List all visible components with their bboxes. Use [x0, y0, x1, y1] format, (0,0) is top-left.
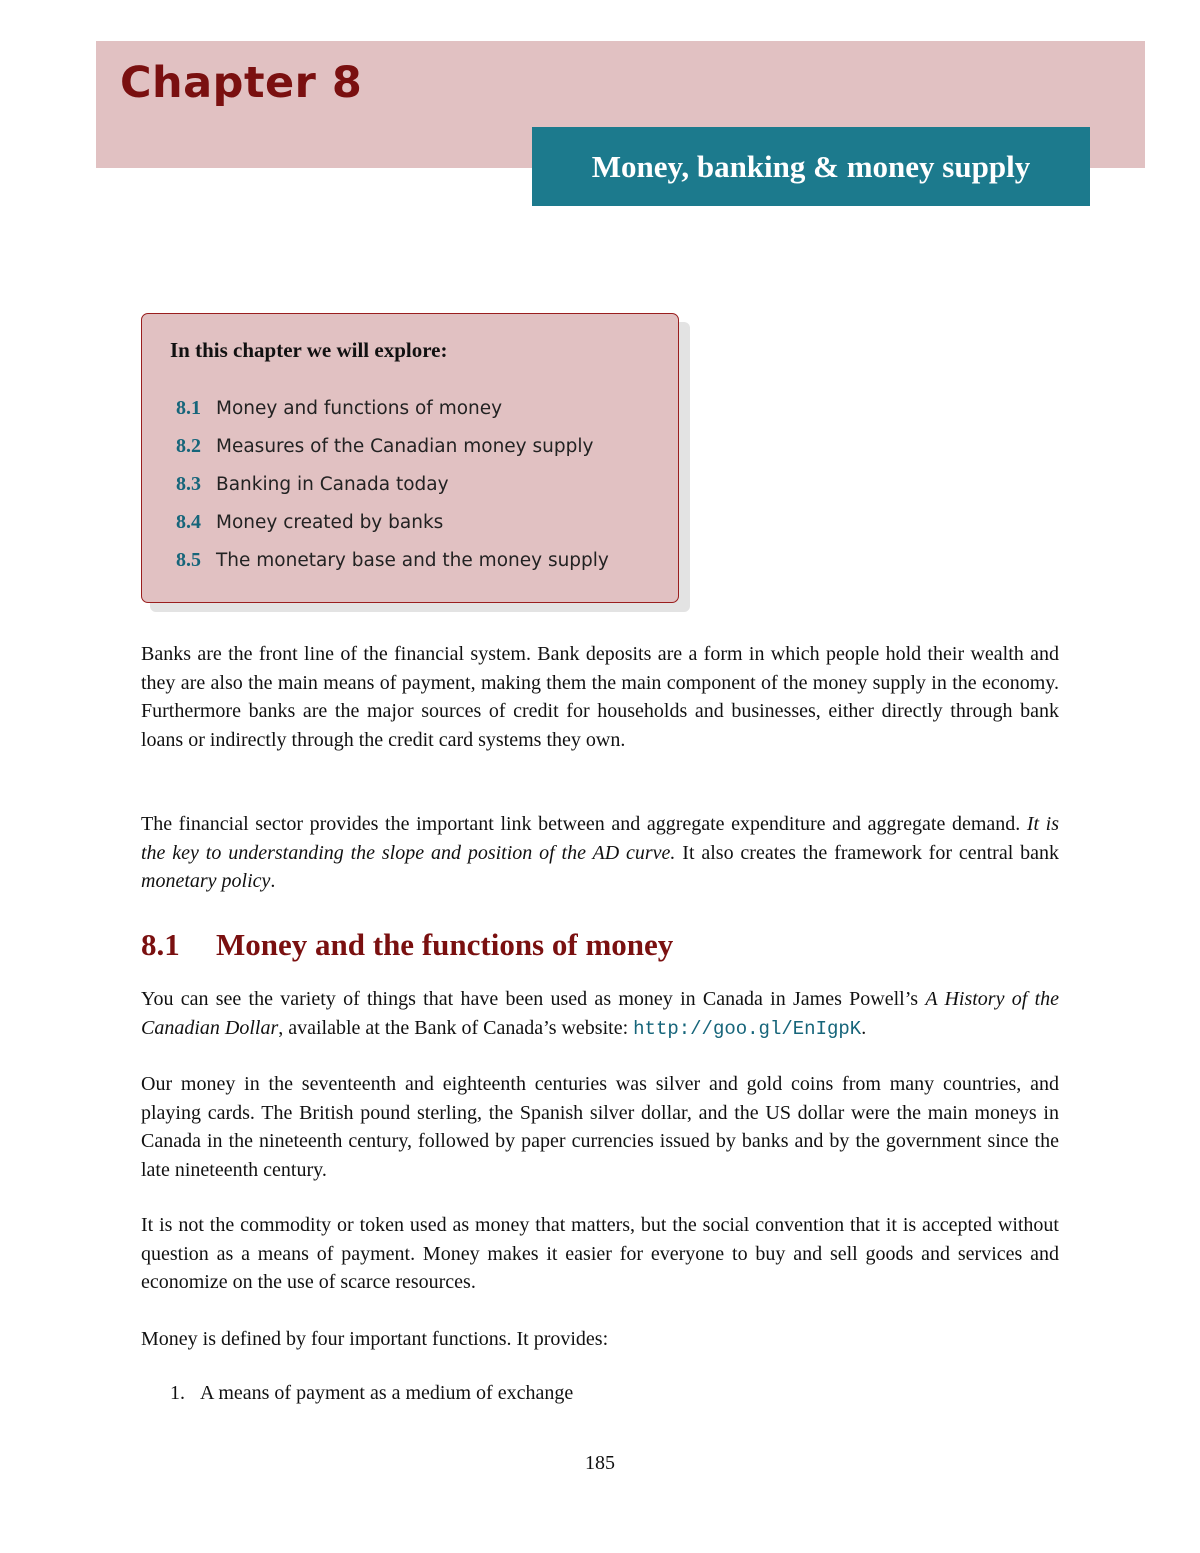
explore-heading: In this chapter we will explore: [170, 338, 448, 362]
page-number: 185 [585, 1452, 615, 1474]
toc-item-number[interactable]: 8.4 [176, 511, 201, 533]
toc-item-label: Banking in Canada today [216, 474, 449, 495]
intro-p2-term: monetary policy [141, 870, 271, 892]
intro-paragraph-1: Banks are the front line of the financial system. Bank deposits are a form in which people hold their wealth and they are also the main means of payment, making them the main component of the money supply in the economy. Furthermore banks are the major sources of credit for households and businesses, either directly through bank loans or indirectly through the credit card systems they own. [141, 643, 1059, 751]
chapter-title-box [532, 127, 1090, 206]
section-number: 8.1 [141, 927, 180, 962]
toc-item[interactable] [176, 436, 593, 457]
body-p1-text: You can see the variety of things that have been used as money in Canada in James Powell’s [141, 988, 926, 1010]
book-title: A History of the Canadian Dollar [141, 988, 1059, 1039]
toc-item-number[interactable]: 8.1 [176, 397, 201, 419]
intro-p2-text: It also creates the framework for central bank [675, 841, 1059, 864]
section-heading [141, 929, 673, 960]
toc-item-label: Money and functions of money [216, 398, 503, 419]
body-paragraph-3: It is not the commodity or token used as money that matters, but the social convention that it is accepted without question as a means of payment. Money makes it easier for everyone to buy and sell goods and services and economize on the use of scarce resources. [141, 1214, 1059, 1293]
toc-item[interactable] [176, 550, 609, 571]
body-p1-text: . [861, 1016, 867, 1039]
toc-item-number[interactable]: 8.2 [176, 435, 201, 457]
toc-item-label: Measures of the Canadian money supply [216, 436, 594, 457]
toc-item[interactable] [176, 474, 449, 495]
toc-item[interactable] [176, 512, 443, 533]
intro-p2-text: . [270, 870, 276, 892]
toc-item[interactable] [176, 398, 502, 419]
toc-item-number[interactable]: 8.5 [176, 549, 201, 571]
body-paragraph-1 [141, 985, 1059, 1043]
list-item [170, 1383, 573, 1403]
list-item-number: 1. [170, 1382, 185, 1404]
toc-item-number[interactable]: 8.3 [176, 473, 201, 495]
toc-item-label: Money created by banks [216, 512, 444, 533]
chapter-title: Money, banking & money supply [591, 148, 1031, 184]
chapter-label: Chapter 8 [120, 58, 363, 108]
body-paragraph-2: Our money in the seventeenth and eighteenth centuries was silver and gold coins from many countries, and playing cards. The British pound sterling, the Spanish silver dollar, and the US dollar were the main moneys in Canada in the nineteenth century, followed by paper currencies issued by banks and by the government since the late nineteenth century. [141, 1073, 1059, 1181]
intro-p2-text: The financial sector provides the important link between and aggregate expenditure and aggregate demand. [141, 813, 1027, 835]
intro-p2-emphasis: It is the key to understanding the slope and position of the AD curve. [141, 813, 1059, 864]
section-title: Money and the functions of money [216, 927, 674, 962]
list-item-text: A means of payment as a medium of exchange [200, 1382, 574, 1404]
toc-item-label: The monetary base and the money supply [216, 550, 609, 571]
body-paragraph-4: Money is defined by four important functions. It provides: [141, 1328, 609, 1350]
bank-of-canada-link[interactable]: http://goo.gl/EnIgpK [633, 1017, 862, 1040]
intro-paragraph-2 [141, 810, 1059, 896]
body-p1-text: , available at the Bank of Canada’s website: [278, 1016, 634, 1039]
